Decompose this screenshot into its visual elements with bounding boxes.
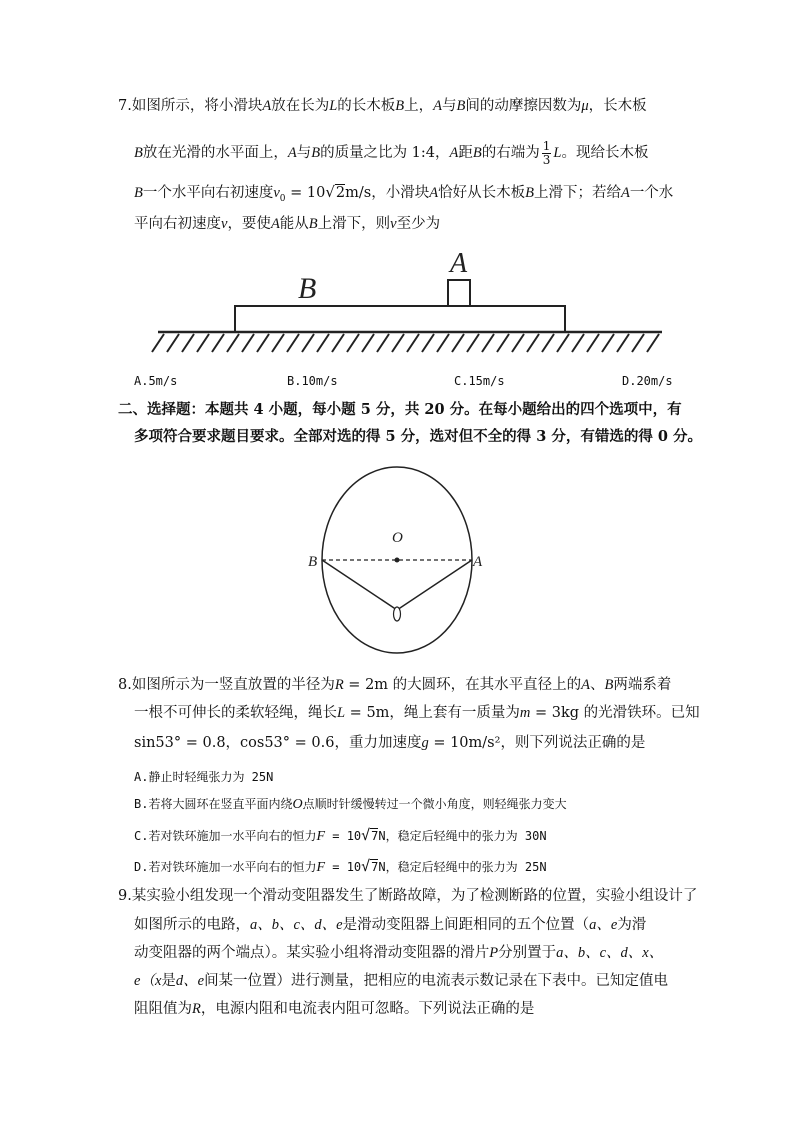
q7-option-b: B.10m/s	[287, 374, 338, 388]
q8-line-3: sin53° = 0.8，cos53° = 0.6，重力加速度g = 10m/s²，则下列说法正确的是	[134, 735, 646, 751]
ground-hatching	[152, 334, 659, 352]
q8-option-d: D.若对铁环施加一水平向右的恒力F = 10√7N，稳定后轻绳中的张力为 25N	[134, 857, 547, 875]
q8-option-a: A.静止时轻绳张力为 25N	[134, 770, 274, 784]
q7-option-a: A.5m/s	[134, 374, 178, 388]
fraction-one-third: $\frac{1}{3}$	[542, 139, 551, 167]
q7-option-c: C.15m/s	[454, 374, 505, 388]
board-b	[235, 306, 565, 332]
q8-line-2: 一根不可伸长的柔软轻绳，绳长L = 5m，绳上套有一质量为m = 3kg 的光滑铁环。已知	[134, 705, 700, 721]
board-b-label: B	[298, 272, 317, 305]
circle-rope-figure	[300, 462, 500, 662]
center-o-label: O	[392, 530, 403, 546]
iron-ring	[394, 607, 401, 621]
q7-line-1: 7.如图所示，将小滑块A放在长为L的长木板B上，A与B间的动摩擦因数为μ，长木板	[118, 98, 647, 114]
q9-line-5: 阻阻值为R，电源内阻和电流表内阻可忽略。下列说法正确的是	[134, 1001, 535, 1017]
block-a	[448, 280, 470, 306]
q9-line-4: e（x是d、e间某一位置）进行测量，把相应的电流表示数记录在下表中。已知定值电	[134, 973, 669, 989]
q7-line-4: 平向右初速度v，要使A能从B上滑下，则v至少为	[134, 216, 441, 232]
board-block-figure	[150, 240, 670, 360]
section2-heading-line-2: 多项符合要求题目要求。全部对选的得 5 分，选对但不全的得 3 分，有错选的得 0 分。	[134, 428, 703, 445]
q7-line-2: B放在光滑的水平面上，A与B的质量之比为 1:4，A距B的右端为 $\frac{1}{3}$ L。现给长木板	[134, 139, 649, 167]
point-b-label: B	[308, 554, 318, 570]
section2-heading-line-1: 二、选择题：本题共 4 小题，每小题 5 分，共 20 分。在每小题给出的四个选项中，有	[118, 401, 682, 418]
q7-line-3: B一个水平向右初速度$v_0 = 10√2m/s$，小滑块A恰好从长木板B上滑下；若给A一个水	[134, 183, 674, 204]
q8-line-1: 8.如图所示为一竖直放置的半径为R = 2m 的大圆环，在其水平直径上的A、B两端系着	[118, 677, 672, 693]
q7-option-d: D.20m/s	[622, 374, 673, 388]
center-point	[395, 558, 400, 563]
q9-line-3: 动变阻器的两个端点）。某实验小组将滑动变阻器的滑片P分别置于a、b、c、d、x、	[134, 945, 664, 961]
q8-option-c: C.若对铁环施加一水平向右的恒力F = 10√7N，稳定后轻绳中的张力为 30N	[134, 826, 547, 844]
point-a-label: A	[473, 554, 483, 570]
block-a-label: A	[450, 248, 468, 279]
rope	[322, 560, 472, 610]
q9-line-2: 如图所示的电路，a、b、c、d、e是滑动变阻器上间距相同的五个位置（a、e为滑	[134, 917, 647, 933]
q9-line-1: 9.某实验小组发现一个滑动变阻器发生了断路故障，为了检测断路的位置，实验小组设计了	[118, 888, 698, 904]
q8-option-b: B.若将大圆环在竖直平面内绕O点顺时针缓慢转过一个微小角度，则轻绳张力变大	[134, 797, 567, 812]
